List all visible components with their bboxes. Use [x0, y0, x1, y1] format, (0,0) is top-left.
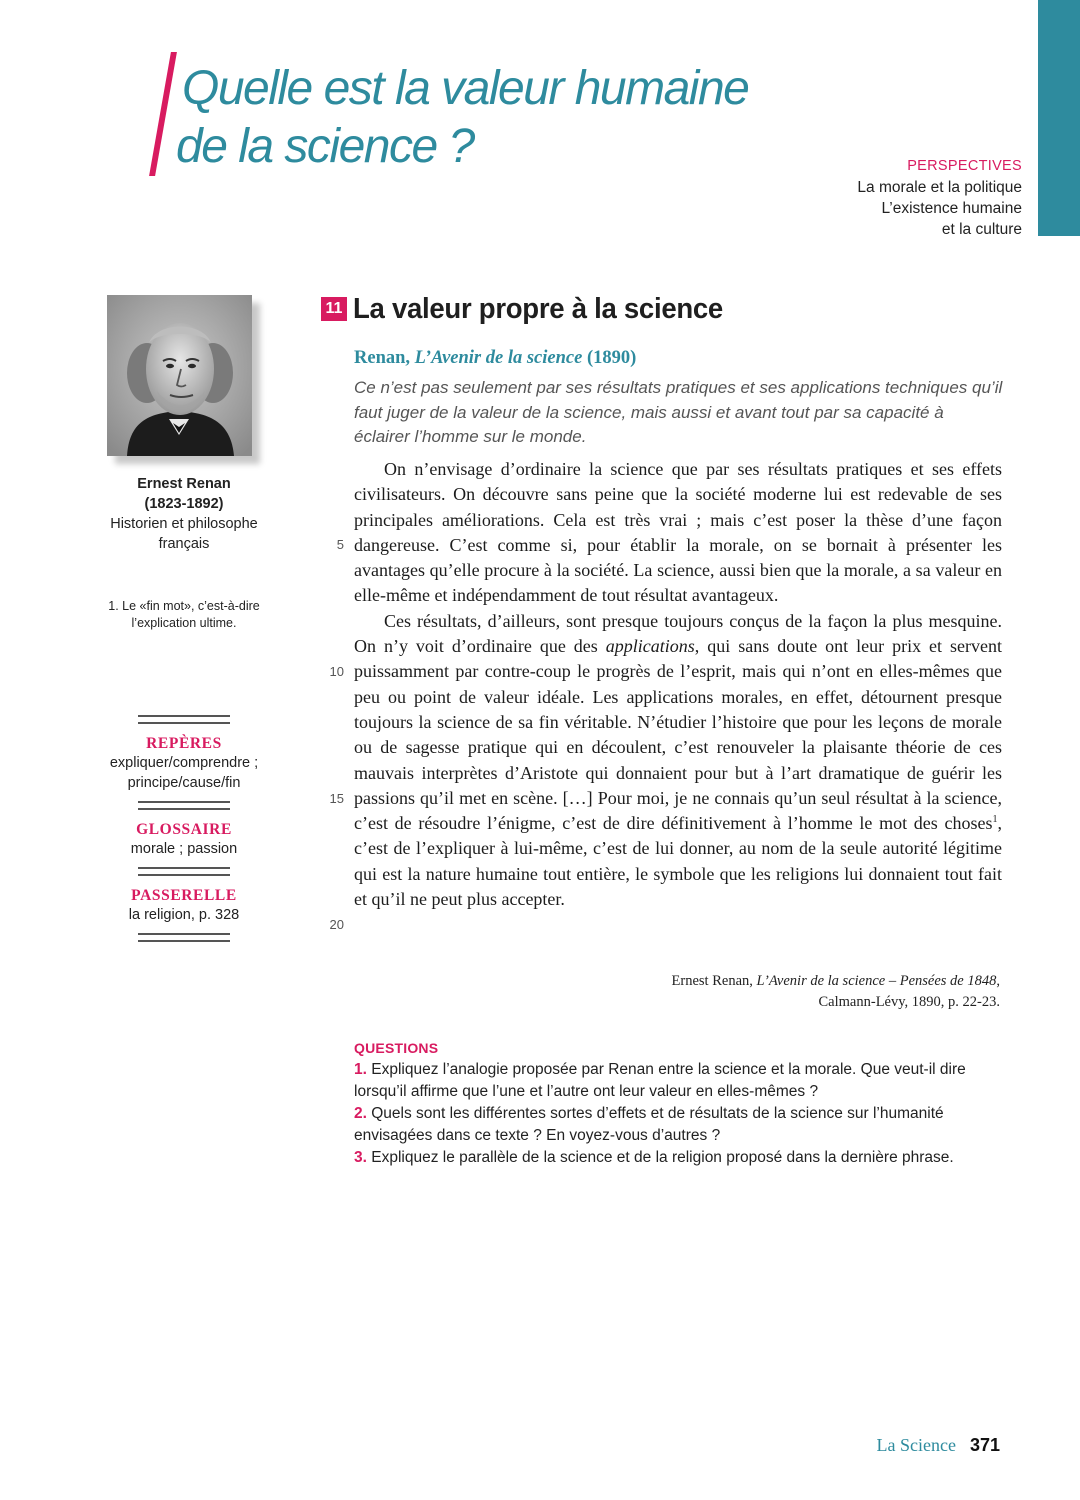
question-item [354, 1103, 1004, 1147]
passerelle-label: PASSERELLE [131, 887, 237, 904]
reperes-line: expliquer/comprendre ; [109, 755, 259, 771]
author-portrait [107, 295, 252, 456]
perspective-item: L’existence humaine [881, 200, 1022, 217]
reperes-label: REPÈRES [146, 735, 222, 752]
source-work: L’Avenir de la science [414, 348, 583, 368]
source-author: Renan, [354, 348, 415, 368]
citation-work: L’Avenir de la science – Pensées de 1848 [756, 973, 997, 989]
citation-publisher: Calmann-Lévy, 1890, p. 22-23. [818, 994, 1000, 1010]
title-accent-bar [149, 52, 177, 176]
question-item [354, 1147, 1004, 1169]
footnote: 1. Le «fin mot», c’est-à-dire l’explication ultime. [108, 599, 260, 630]
divider [138, 933, 230, 942]
citation [672, 971, 1000, 1013]
questions-block [354, 1037, 1004, 1169]
page-title-line-2: de la science ? [176, 120, 474, 173]
question-number: 1. [354, 1061, 367, 1078]
divider [138, 801, 230, 810]
perspective-item: La morale et la politique [857, 179, 1022, 196]
glossaire-label: GLOSSAIRE [136, 821, 232, 838]
section-name: La Science [876, 1435, 956, 1455]
author-dates: (1823-1892) [144, 496, 224, 512]
author-name: Ernest Renan [137, 476, 231, 492]
document-intro: Ce n’est pas seulement par ses résultats pratiques et ses applications techniques qu’il faut juger de la valeur de la science, mais aussi et avant tout par sa capacité à éclairer l’homme sur le monde. [354, 378, 1003, 446]
reperes-line: principe/cause/fin [127, 775, 241, 791]
body-text: Ces résultats, d’ailleurs, sont presque toujours conçus de la façon la plus mesquine. On n’y voit d’ordinaire que des [354, 610, 1002, 657]
document-body [354, 457, 1002, 912]
author-caption [100, 474, 268, 554]
divider [138, 867, 230, 876]
author-role: Historien et philosophe [110, 516, 258, 532]
passerelle-text: la religion, p. 328 [128, 907, 240, 923]
footnote-ref: 1 [992, 814, 998, 826]
portrait-illustration [107, 295, 252, 456]
question-item [354, 1059, 1004, 1103]
body-text: , c’est de l’expliquer à lui-même, c’est de lui donner, au nom de la seule autorité légitime qui est la nature humaine tout entière, le symbole que les religions lui donnaient tout fait et qu’il ne peut plus accepter. [354, 813, 1002, 910]
question-number: 2. [354, 1105, 367, 1122]
question-text: Expliquez le parallèle de la science et de la religion proposé dans la dernière phrase. [366, 1149, 954, 1166]
source-year: (1890) [582, 348, 637, 368]
line-number: 10 [329, 664, 344, 679]
question-number: 3. [354, 1149, 367, 1166]
body-text: , qui sans doute ont leur prix et servent puissamment par contre-coup le progrès de l’esprit, mais qui n’ont en elles-mêmes que peu ou point de valeur idéale. Les applications morales, en effet, détournent presque toujours la science de sa fin véritable. N’étudier l’histoire que pour les leçons de morale ou de sagesse pratique qui en découlent, c’est renouveler la plaisante théorie de ces mauvais interprètes d’Aristote qui donnaient pour but à l’art dramatique de guérir les passions qu’il met en scène. […] Pour moi, je ne connais qu’un seul résultat à la science, c’est de résoudre l’énigme, c’est de dire définitivement à l’homme le mot des choses [354, 636, 1002, 834]
question-text: Quels sont les différentes sortes d’effets et de résultats de la science sur l’humanité envisagées dans ce texte ? En voyez-vous d’autres ? [354, 1105, 944, 1144]
document-number-badge: 11 [321, 297, 347, 321]
perspectives-block [857, 156, 1022, 240]
body-paragraph-1: On n’envisage d’ordinaire la science que par ses résultats pratiques et ses effets civilisateurs. On découvre sans peine que la société moderne lui est redevable de ses principales améliorations. Cela est très vrai ; mais c’est poser la thèse d’une façon dangereuse. C’est comme si, pour établir la morale, on se bornait à présenter les avantages qu’elle procure à la société. La science, aussi bien que la morale, a sa valeur en elle-même et indépendamment de tout résultat avantageux. [354, 459, 1002, 606]
chapter-tab [1038, 0, 1080, 236]
divider [138, 715, 230, 724]
page-title-line-1: Quelle est la valeur humaine [182, 62, 749, 115]
reperes-text [100, 753, 268, 793]
document-source [354, 345, 636, 371]
glossaire-text: morale ; passion [130, 841, 238, 857]
perspective-item: et la culture [941, 221, 1022, 238]
page-number: 371 [969, 1435, 1000, 1455]
reference-box [109, 715, 259, 942]
page-title [176, 60, 749, 176]
line-number: 15 [329, 791, 344, 806]
author-nationality: français [158, 536, 210, 552]
line-number: 5 [336, 537, 344, 552]
question-text: Expliquez l’analogie proposée par Renan entre la science et la morale. Que veut-il dire lorsqu’il affirme que l’une et l’autre ont leur valeur en elles-mêmes ? [354, 1061, 966, 1100]
body-paragraph-2 [354, 609, 1002, 913]
body-emphasis: applications [605, 636, 695, 657]
citation-punct: , [996, 973, 1000, 989]
perspectives-label: PERSPECTIVES [907, 158, 1022, 174]
line-number: 20 [329, 917, 344, 932]
page-footer [877, 1432, 1001, 1458]
citation-author: Ernest Renan, [671, 973, 757, 989]
questions-label: QUESTIONS [354, 1040, 439, 1056]
document-title: La valeur propre à la science [353, 293, 723, 325]
